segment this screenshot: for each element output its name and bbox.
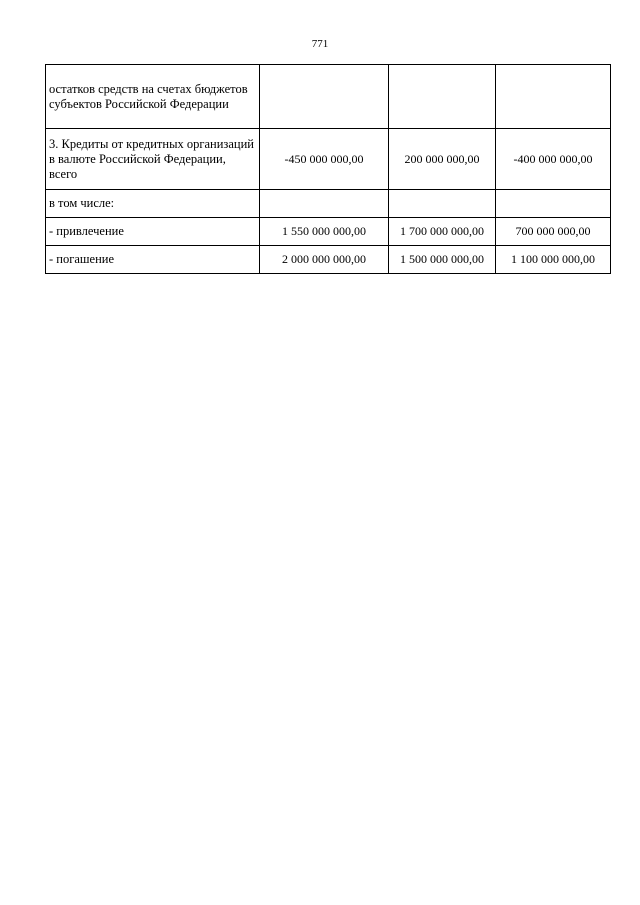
table-row [46, 129, 611, 190]
row-label: - привлечение [46, 218, 260, 246]
budget-table [45, 64, 611, 274]
table-row [46, 246, 611, 274]
row-label: в том числе: [46, 190, 260, 218]
value-cell [496, 65, 611, 129]
value-cell [389, 190, 496, 218]
row-label: 3. Кредиты от кредитных организаций в валюте Российской Федерации, всего [46, 129, 260, 190]
row-label: остатков средств на счетах бюджетов субъектов Российской Федерации [46, 65, 260, 129]
value-cell: -450 000 000,00 [260, 129, 389, 190]
value-cell [389, 65, 496, 129]
value-cell: 1 500 000 000,00 [389, 246, 496, 274]
table-row [46, 190, 611, 218]
value-cell: 700 000 000,00 [496, 218, 611, 246]
row-label: - погашение [46, 246, 260, 274]
value-cell: 1 100 000 000,00 [496, 246, 611, 274]
value-cell [260, 190, 389, 218]
value-cell: 2 000 000 000,00 [260, 246, 389, 274]
value-cell: 1 550 000 000,00 [260, 218, 389, 246]
table-row [46, 218, 611, 246]
value-cell [496, 190, 611, 218]
value-cell [260, 65, 389, 129]
table-row [46, 65, 611, 129]
page-number: 771 [311, 38, 329, 50]
value-cell: 200 000 000,00 [389, 129, 496, 190]
value-cell: -400 000 000,00 [496, 129, 611, 190]
value-cell: 1 700 000 000,00 [389, 218, 496, 246]
